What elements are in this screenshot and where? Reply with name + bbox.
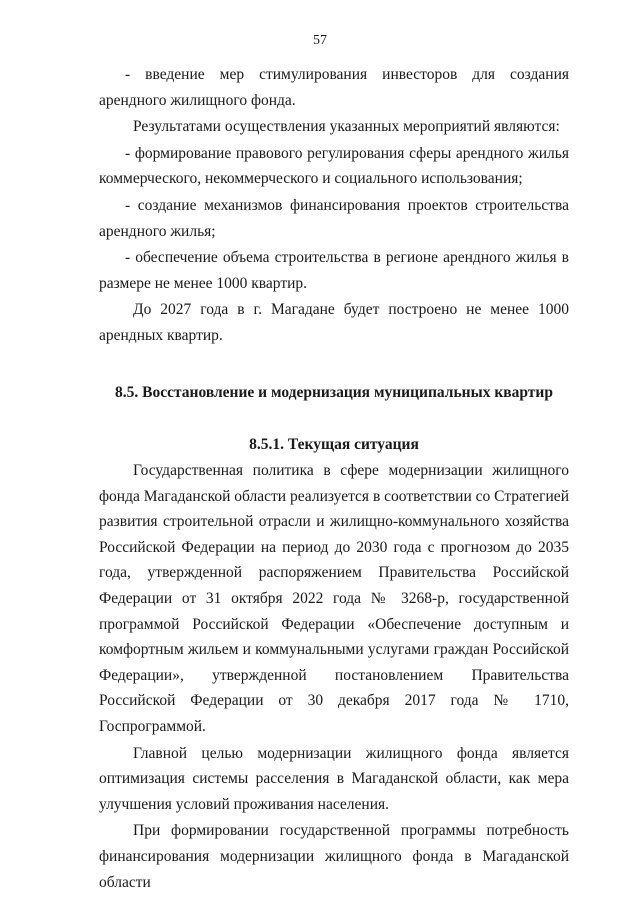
section-heading: 8.5. Восстановление и модернизация муниципальных квартир <box>115 384 553 401</box>
bullet-regulation: - формирование правового регулирования сферы арендного жилья коммерческого, некоммерческого и социального использования; <box>99 144 569 188</box>
rental-housing-block <box>99 62 569 349</box>
bullet-volume: - обеспечение объема строительства в регионе арендного жилья в размере не менее 1000 квартир. <box>99 249 569 292</box>
results-intro: Результатами осуществления указанных мероприятий являются: <box>133 118 560 136</box>
paragraph-policy: Государственная политика в сфере модернизации жилищного фонда Магаданской области реализуется в соответствии со Стратегией развития строительной отрасли и жилищно-коммунального хозяйства Российской Федерации на период до 2030 года с прогнозом до 2035 года, утвержденной распоряжением Правительства Российской Федерации от 31 октября 2022 года № 3268-р, государственной программой Российской Федерации «Обеспечение доступным и комфортным жильем и коммунальными услугами граждан Российской Федерации», утвержденной постановлением Правительства Российской Федерации от 30 декабря 2017 года № 1710, Госпрограммой. <box>99 462 569 735</box>
page-number: 57 <box>313 33 327 48</box>
bullet-investors: - введение мер стимулирования инвесторов для создания арендного жилищного фонда. <box>99 66 569 109</box>
bullet-mechanisms: - создание механизмов финансирования проектов строительства арендного жилья; <box>99 196 569 240</box>
paragraph-magadan-2027: До 2027 года в г. Магадане будет построено не менее 1000 арендных квартир. <box>99 301 569 344</box>
paragraph-goal: Главной целью модернизации жилищного фонда является оптимизация системы расселения в Магаданской области, как мера улучшения условий проживания населения. <box>99 744 569 813</box>
current-situation-block <box>99 458 569 895</box>
subsection-heading: 8.5.1. Текущая ситуация <box>249 436 419 453</box>
paragraph-financing: При формировании государственной программы потребность финансирования модернизации жилищного фонда в Магаданской области <box>99 822 569 891</box>
